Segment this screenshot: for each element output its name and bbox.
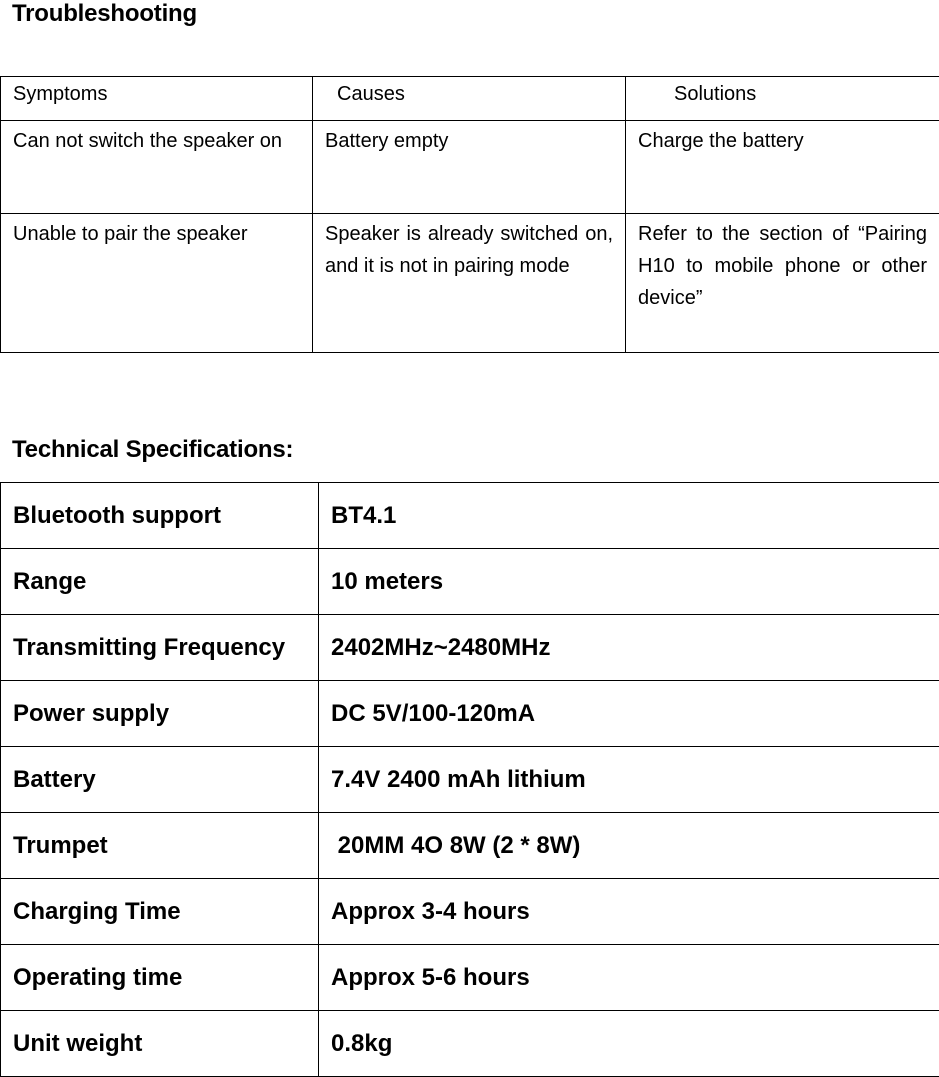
spec-row bbox=[1, 549, 939, 615]
spec-label: Charging Time bbox=[1, 879, 319, 945]
spec-value: 0.8kg bbox=[319, 1011, 939, 1077]
spec-label: Power supply bbox=[1, 681, 319, 747]
spec-row bbox=[1, 483, 939, 549]
spec-row bbox=[1, 615, 939, 681]
spec-value: DC 5V/100-120mA bbox=[319, 681, 939, 747]
spec-label: Transmitting Frequency bbox=[1, 615, 319, 681]
spec-label: Trumpet bbox=[1, 813, 319, 879]
troubleshooting-title: Troubleshooting bbox=[12, 0, 197, 27]
spec-value: BT4.1 bbox=[319, 483, 939, 549]
spec-value: Approx 3-4 hours bbox=[319, 879, 939, 945]
solution-cell: Charge the battery bbox=[626, 121, 939, 214]
table-header-row bbox=[1, 77, 939, 121]
spec-row bbox=[1, 879, 939, 945]
spec-label: Battery bbox=[1, 747, 319, 813]
troubleshooting-table bbox=[0, 76, 939, 353]
spec-row bbox=[1, 945, 939, 1011]
cause-cell: Battery empty bbox=[313, 121, 626, 214]
spec-value: 10 meters bbox=[319, 549, 939, 615]
table-row bbox=[1, 121, 939, 214]
symptom-cell: Can not switch the speaker on bbox=[1, 121, 313, 214]
header-solutions: Solutions bbox=[626, 77, 939, 121]
specs-title: Technical Specifications: bbox=[12, 436, 294, 463]
specs-table bbox=[0, 482, 939, 1077]
solution-cell: Refer to the section of “Pairing H10 to mobile phone or other device” bbox=[626, 214, 939, 353]
spec-value: Approx 5-6 hours bbox=[319, 945, 939, 1011]
spec-row bbox=[1, 813, 939, 879]
spec-label: Bluetooth support bbox=[1, 483, 319, 549]
table-row bbox=[1, 214, 939, 353]
spec-label: Operating time bbox=[1, 945, 319, 1011]
spec-value: 2402MHz~2480MHz bbox=[319, 615, 939, 681]
spec-row bbox=[1, 747, 939, 813]
spec-label: Unit weight bbox=[1, 1011, 319, 1077]
header-causes: Causes bbox=[313, 77, 626, 121]
cause-cell: Speaker is already switched on, and it is not in pairing mode bbox=[313, 214, 626, 353]
spec-label: Range bbox=[1, 549, 319, 615]
symptom-cell: Unable to pair the speaker bbox=[1, 214, 313, 353]
spec-value: 20MM 4O 8W (2 * 8W) bbox=[319, 813, 939, 879]
header-symptoms: Symptoms bbox=[1, 77, 313, 121]
spec-row bbox=[1, 1011, 939, 1077]
spec-value: 7.4V 2400 mAh lithium bbox=[319, 747, 939, 813]
spec-row bbox=[1, 681, 939, 747]
